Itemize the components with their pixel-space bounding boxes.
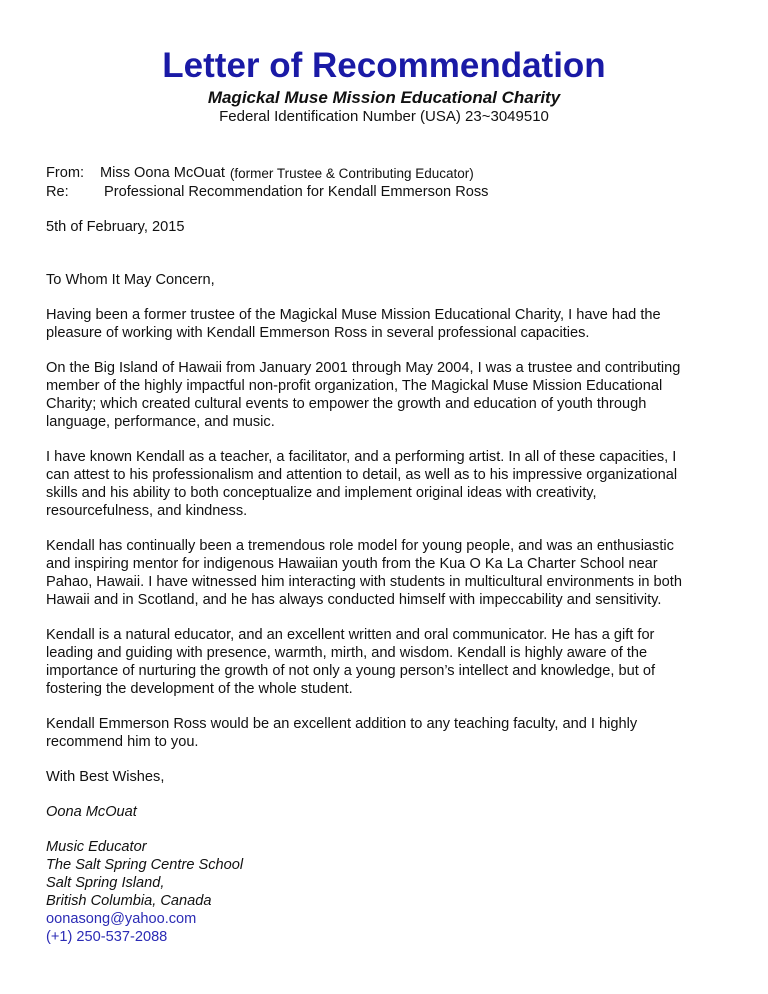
paragraph-line: can attest to his professionalism and attention to detail, as well as to his impressive organizational [46, 467, 678, 483]
signature-block [46, 838, 726, 910]
letter-body [46, 164, 726, 946]
paragraph [46, 626, 726, 698]
letter-title: Letter of Recommendation [162, 46, 606, 85]
re-text: Professional Recommendation for Kendall Emmerson Ross [104, 184, 489, 200]
paragraph-line: resourcefulness, and kindness. [46, 503, 248, 519]
phone-link[interactable]: (+1) 250-537-2088 [46, 929, 168, 945]
re-label: Re: [46, 184, 69, 200]
paragraph-line: skills and his ability to both conceptualize and implement original ideas with creativity, [46, 485, 597, 501]
signature-location-2: British Columbia, Canada [46, 893, 212, 909]
signature-school: The Salt Spring Centre School [46, 857, 244, 873]
closing: With Best Wishes, [46, 769, 165, 785]
paragraph [46, 448, 726, 520]
paragraph-line: Kendall is a natural educator, and an excellent written and oral communicator. He has a gift for [46, 627, 655, 643]
paragraph-line: language, performance, and music. [46, 414, 275, 430]
signature-location-1: Salt Spring Island, [46, 875, 165, 891]
letter-date: 5th of February, 2015 [46, 219, 185, 235]
paragraph [46, 359, 726, 431]
from-note: (former Trustee & Contributing Educator) [229, 166, 474, 181]
paragraph [46, 715, 726, 751]
paragraph-line: Hawaii and in Scotland, and he has always conducted himself with impeccability and sensitivity. [46, 592, 662, 608]
signature-title: Music Educator [46, 839, 147, 855]
re-line [46, 183, 726, 201]
paragraph-line: recommend him to you. [46, 734, 199, 750]
paragraph-line: Having been a former trustee of the Magickal Muse Mission Educational Charity, I have had the [46, 307, 661, 323]
salutation: To Whom It May Concern, [46, 272, 215, 288]
paragraph-line: Kendall Emmerson Ross would be an excellent addition to any teaching faculty, and I highly [46, 716, 638, 732]
paragraph-line: pleasure of working with Kendall Emmerson Ross in several professional capacities. [46, 325, 590, 341]
paragraph-line: Kendall has continually been a tremendous role model for young people, and was an enthusiastic [46, 538, 674, 554]
paragraph-line: I have known Kendall as a teacher, a facilitator, and a performing artist. In all of these capacities, I [46, 449, 677, 465]
organization-name: Magickal Muse Mission Educational Charity [207, 88, 561, 107]
paragraph-line: member of the highly impactful non-profit organization, The Magickal Muse Mission Educational [46, 378, 663, 394]
paragraph [46, 306, 726, 342]
paragraph-line: fostering the development of the whole student. [46, 681, 353, 697]
from-name: Miss Oona McOuat [100, 165, 225, 181]
paragraph-line: leading and guiding with presence, warmth, mirth, and wisdom. Kendall is highly aware of the [46, 645, 648, 661]
from-line [46, 164, 726, 183]
email-link[interactable]: oonasong@yahoo.com [46, 911, 197, 927]
paragraph-line: Charity; which created cultural events to empower the growth and education of youth through [46, 396, 647, 412]
signature-name: Oona McOuat [46, 804, 137, 820]
paragraph-line: Pahao, Hawaii. I have witnessed him interacting with students in multicultural environments in both [46, 574, 682, 590]
paragraph-line: On the Big Island of Hawaii from January 2001 through May 2004, I was a trustee and contributing [46, 360, 681, 376]
paragraph-line: and inspiring mentor for indigenous Hawaiian youth from the Kua O Ka La Charter School near [46, 556, 658, 572]
paragraph [46, 537, 726, 609]
paragraph-line: importance of nurturing the growth of not only a young person’s intellect and knowledge, but of [46, 663, 655, 679]
from-label: From: [46, 165, 85, 181]
federal-id: Federal Identification Number (USA) 23~3049510 [219, 108, 549, 125]
